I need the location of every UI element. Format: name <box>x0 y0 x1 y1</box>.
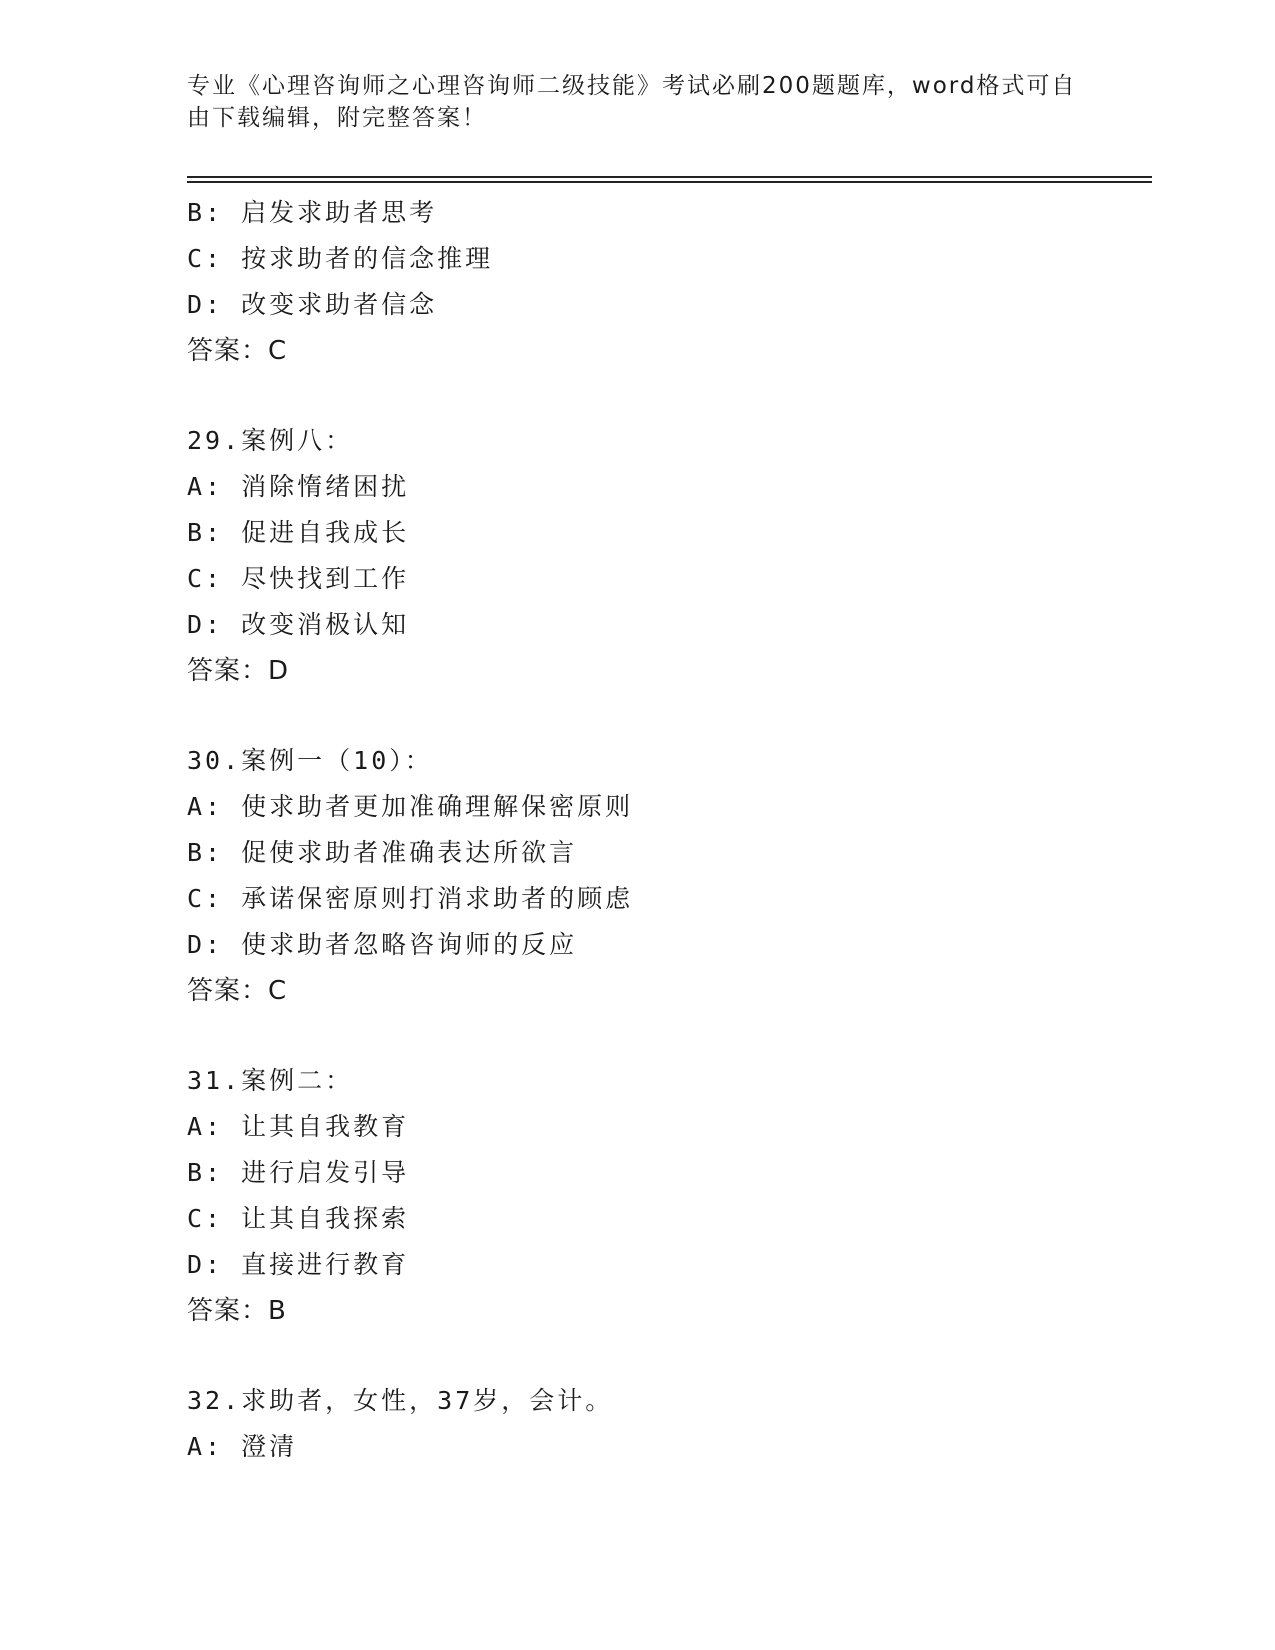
option-d: D: 直接进行教育 <box>187 1250 410 1279</box>
option-b: B: 进行启发引导 <box>187 1158 410 1187</box>
option-d: D: 使求助者忽略咨询师的反应 <box>187 930 578 959</box>
answer-line: 答案：C <box>187 336 288 366</box>
header-divider-bottom <box>187 181 1152 183</box>
question-title: 32.求助者，女性，37岁，会计。 <box>187 1386 614 1415</box>
question-list <box>187 190 1152 1470</box>
header-line-2: 由下载编辑，附完整答案！ <box>187 105 487 131</box>
option-b: B: 促进自我成长 <box>187 518 410 547</box>
question-block <box>187 1058 1152 1334</box>
option-b: B: 启发求助者思考 <box>187 198 438 227</box>
question-block <box>187 418 1152 694</box>
answer-line: 答案：C <box>187 976 288 1006</box>
option-c: C: 承诺保密原则打消求助者的顾虑 <box>187 884 634 913</box>
option-a: A: 消除惰绪困扰 <box>187 472 410 501</box>
header-divider-top <box>187 176 1152 178</box>
question-title: 30.案例一（10）： <box>187 746 433 775</box>
option-a: A: 使求助者更加准确理解保密原则 <box>187 792 634 821</box>
question-block <box>187 190 1152 374</box>
option-a: A: 让其自我教育 <box>187 1112 410 1141</box>
option-d: D: 改变消极认知 <box>187 610 410 639</box>
document-header <box>187 70 1077 134</box>
option-c: C: 尽快找到工作 <box>187 564 410 593</box>
answer-line: 答案：D <box>187 656 290 686</box>
option-c: C: 让其自我探索 <box>187 1204 410 1233</box>
option-b: B: 促使求助者准确表达所欲言 <box>187 838 578 867</box>
question-title: 31.案例二： <box>187 1066 354 1095</box>
option-c: C: 按求助者的信念推理 <box>187 244 494 273</box>
header-line-1: 专业《心理咨询师之心理咨询师二级技能》考试必刷200题题库，word格式可自 <box>187 73 1077 99</box>
question-block <box>187 1378 1152 1470</box>
answer-line: 答案：B <box>187 1296 287 1326</box>
option-a: A: 澄清 <box>187 1432 298 1461</box>
option-d: D: 改变求助者信念 <box>187 290 438 319</box>
question-title: 29.案例八： <box>187 426 354 455</box>
question-block <box>187 738 1152 1014</box>
